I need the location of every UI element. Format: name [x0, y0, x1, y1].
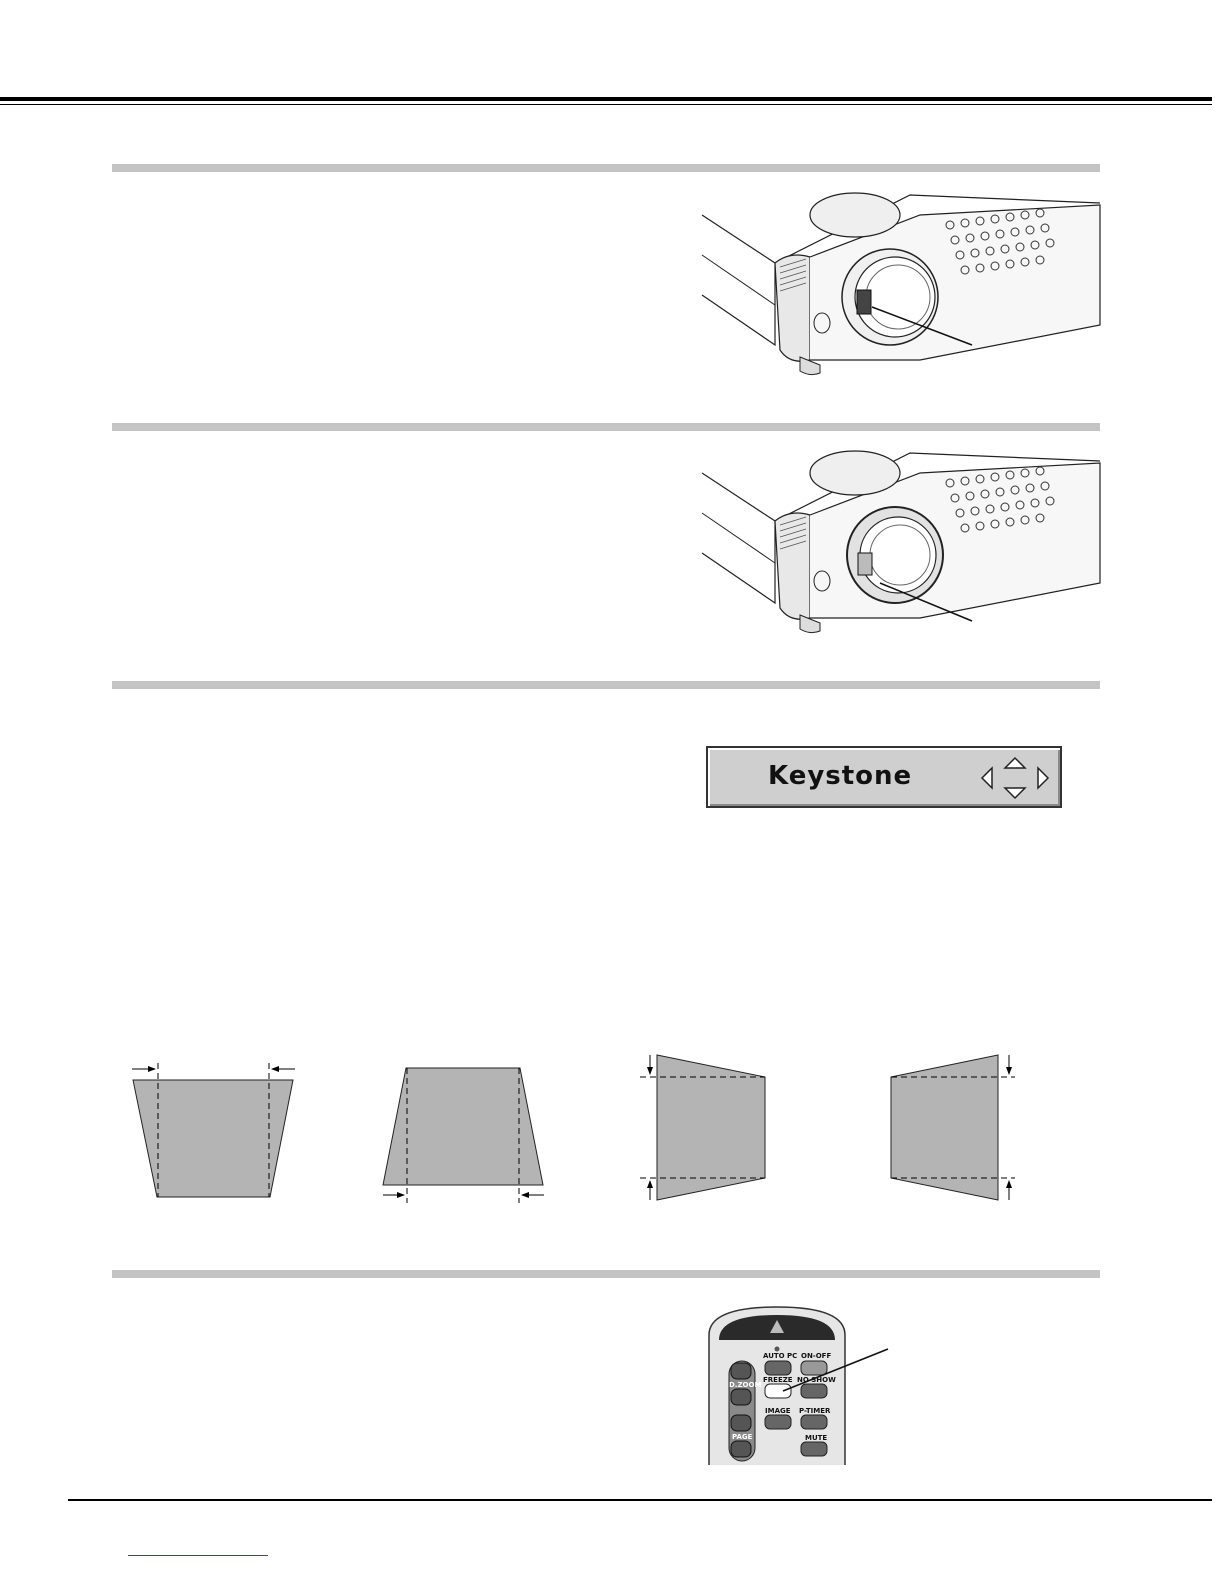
arrow-right-icon: [1038, 768, 1048, 788]
keystone-diagram-bottom-wide: [383, 1068, 544, 1203]
header-rule-thick: [0, 97, 1212, 101]
remote-label-auto-pc: AUTO PC: [763, 1352, 798, 1360]
arrow-left-icon: [982, 768, 992, 788]
remote-label-p-timer: P-TIMER: [799, 1407, 831, 1415]
remote-label-d-zoom: D.ZOOM: [729, 1381, 762, 1389]
remote-label-image: IMAGE: [765, 1407, 791, 1415]
keystone-correction-diagrams: [110, 1045, 1110, 1215]
keystone-diagram-left-tall: [640, 1055, 765, 1200]
section-divider-focus: [112, 423, 1100, 431]
keystone-label: Keystone: [768, 761, 913, 791]
footer-rule: [68, 1499, 1212, 1501]
remote-label-page: PAGE: [732, 1433, 753, 1441]
footer-link-underline[interactable]: [128, 1555, 268, 1556]
projector-zoom-lever-illustration: [700, 185, 1102, 380]
section-divider-freeze: [112, 1270, 1100, 1278]
keystone-arrows: [980, 754, 1050, 802]
remote-control-illustration: [705, 1305, 905, 1467]
arrow-down-icon: [1005, 788, 1025, 798]
remote-label-no-show: NO SHOW: [797, 1376, 836, 1384]
remote-label-on-off: ON-OFF: [801, 1352, 832, 1360]
header-rule-thin: [0, 104, 1212, 105]
arrow-up-icon: [1005, 758, 1025, 768]
projector-focus-ring-illustration: [700, 443, 1102, 638]
keystone-diagram-right-tall: [891, 1055, 1015, 1200]
section-divider-keystone: [112, 681, 1100, 689]
keystone-dialog: [706, 746, 1062, 808]
keystone-diagram-top-wide: [132, 1063, 295, 1197]
remote-label-freeze: FREEZE: [763, 1376, 793, 1384]
section-divider-zoom: [112, 164, 1100, 172]
remote-label-mute: MUTE: [805, 1434, 828, 1442]
